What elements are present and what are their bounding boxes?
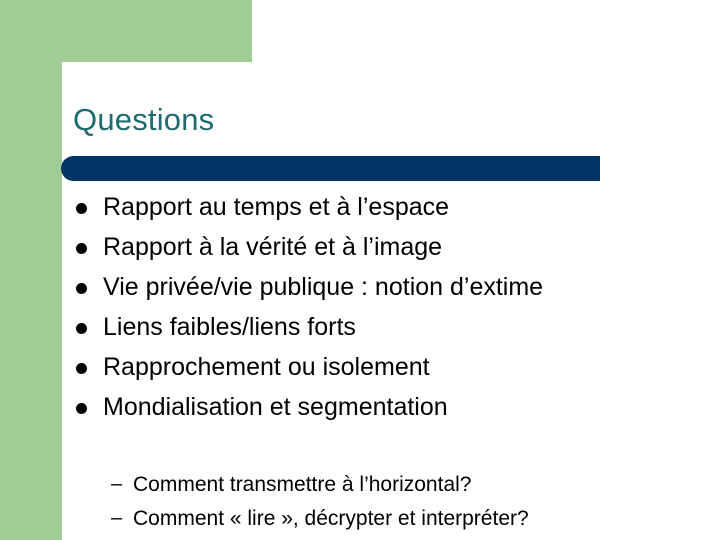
- slide-title: Questions: [73, 102, 215, 137]
- bullet-item: [0, 388, 620, 428]
- bullet-text: Vie privée/vie publique : notion d’extime: [103, 273, 544, 301]
- bullet-dot-icon: [76, 323, 87, 334]
- bullet-item: [0, 308, 620, 348]
- bullet-item: [0, 228, 620, 268]
- bullet-dot-icon: [76, 363, 87, 374]
- bullet-item: [0, 188, 620, 228]
- bullet-dot-icon: [76, 243, 87, 254]
- bullet-dot-icon: [76, 283, 87, 294]
- bullet-text: Rapprochement ou isolement: [103, 353, 430, 381]
- dash-icon: –: [111, 473, 123, 495]
- bullet-text: Mondialisation et segmentation: [103, 393, 448, 421]
- sub-bullet-text: Comment « lire », décrypter et interpréter?: [133, 507, 529, 530]
- sub-bullet-text: Comment transmettre à l’horizontal?: [133, 473, 472, 496]
- bullet-item: [0, 348, 620, 388]
- bullet-text: Liens faibles/liens forts: [103, 313, 356, 341]
- bullet-text: Rapport à la vérité et à l’image: [103, 233, 443, 261]
- bullet-item: [0, 268, 620, 308]
- title-underline-bar: [61, 156, 600, 181]
- bullet-dot-icon: [76, 203, 87, 214]
- sub-bullet-list: [0, 470, 620, 538]
- bullet-text: Rapport au temps et à l’espace: [103, 193, 450, 221]
- sub-bullet-item: [0, 470, 620, 504]
- bullet-list: [0, 188, 620, 428]
- bullet-dot-icon: [76, 403, 87, 414]
- sub-bullet-item: [0, 504, 620, 538]
- dash-icon: –: [111, 507, 123, 529]
